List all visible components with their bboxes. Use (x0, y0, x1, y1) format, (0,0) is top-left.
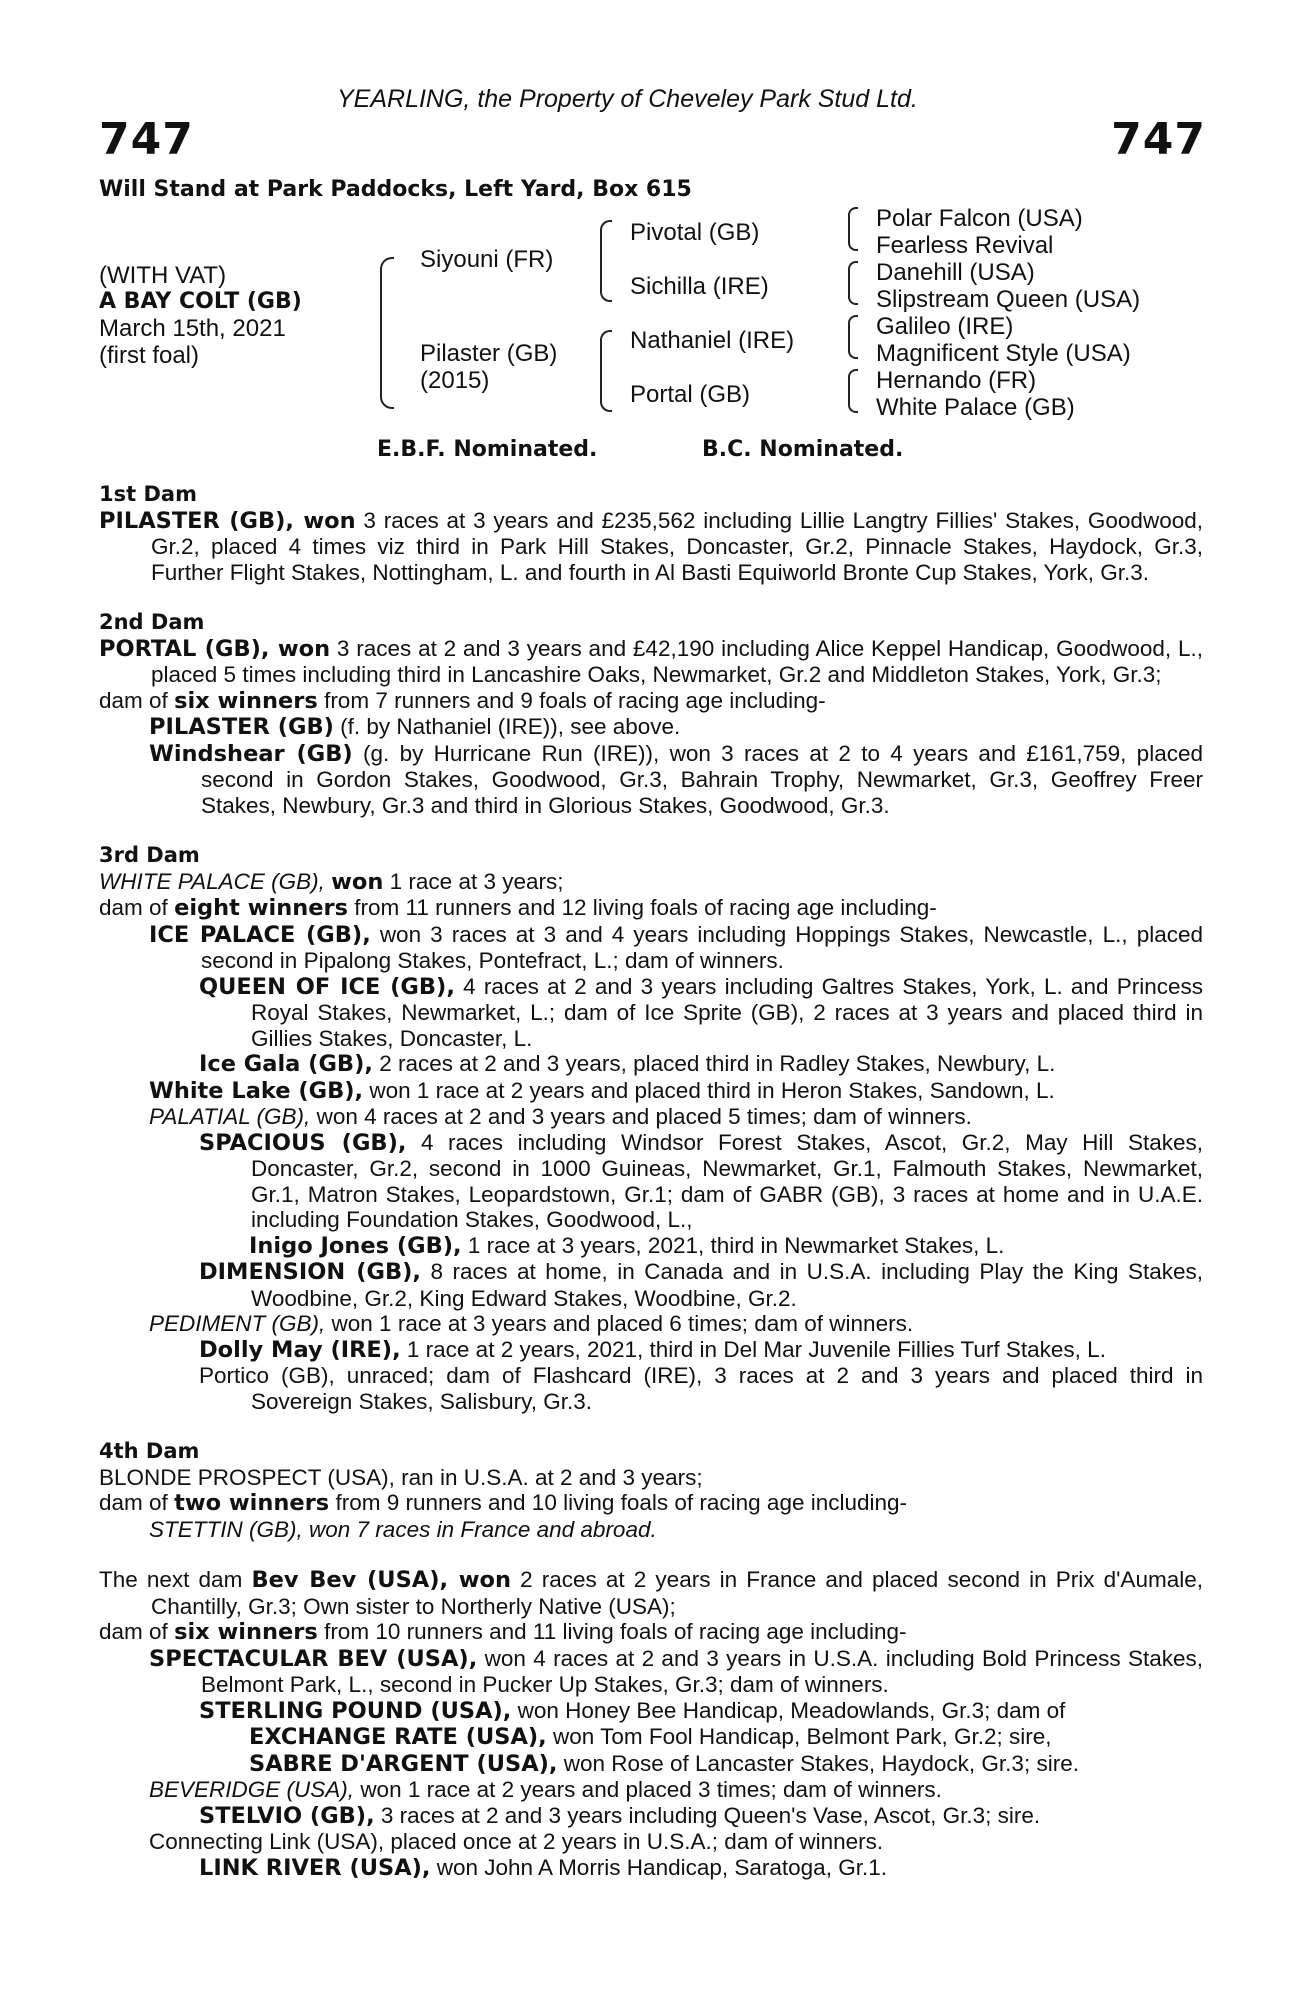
next-dam-paragraph: The next dam Bev Bev (USA), won 2 races at 2 years in France and placed second in Prix d'Aumale, Chantilly, Gr.3; Own sister to Northerly Native (USA); (99, 1567, 1203, 1619)
gen3-name-8: White Palace (GB) (876, 394, 1075, 421)
gen3-name-3: Danehill (USA) (876, 259, 1035, 286)
gen3-name-1: Polar Falcon (USA) (876, 205, 1083, 232)
dam3-produce-summary: dam of eight winners from 11 runners and 12 living foals of racing age including- (99, 895, 937, 921)
catalogue-body (99, 482, 1203, 1881)
sire-name: Siyouni (FR) (420, 246, 554, 273)
pedigree-brace-g2 (848, 261, 858, 305)
pedigree-brace-main (380, 257, 394, 409)
dam3-entry: ICE PALACE (GB), won 3 races at 3 and 4 years including Hoppings Stakes, Newcastle, L., placed second in Pipalong Stakes, Pontefract, L.; dam of winners. (149, 921, 1203, 973)
dam3-paragraph: WHITE PALACE (GB), won 1 race at 3 years; (99, 868, 564, 895)
dam4-entry: STETTIN (GB), won 7 races in France and abroad. (149, 1516, 657, 1542)
dam-name: Pilaster (GB) (420, 340, 558, 367)
dam3-entry: PEDIMENT (GB), won 1 race at 3 years and placed 6 times; dam of winners. (149, 1311, 914, 1336)
dam1-text: 3 races at 3 years and £235,562 including Lillie Langtry Fillies' Stakes, Goodwood, Gr.2, placed 4 times viz third in Park Hill Stakes, Doncaster, Gr.2, Pinnacle Stakes, Haydock, Gr.3, Further Flight Stakes, Nottingham, L. and fourth in Al Basti Equiworld Bronte Cup Stakes, York, Gr.3. (151, 507, 1203, 585)
gen3-name-5: Galileo (IRE) (876, 313, 1014, 340)
pedigree-brace-g1 (848, 207, 858, 251)
dam4-name: BLONDE PROSPECT (USA), (99, 1464, 395, 1490)
dam4-produce-summary: dam of two winners from 9 runners and 10 living foals of racing age including- (99, 1490, 908, 1516)
dam2-text: 3 races at 2 and 3 years and £42,190 including Alice Keppel Handicap, Goodwood, L., placed 5 times including third in Lancashire Oaks, Newmarket, Gr.2 and Middleton Stakes, York, Gr.3; (151, 635, 1203, 687)
dam-dam-name: Portal (GB) (630, 381, 751, 408)
next-dam-entry: EXCHANGE RATE (USA), won Tom Fool Handicap, Belmont Park, Gr.2; sire, (249, 1724, 1052, 1750)
next-dam-entry: BEVERIDGE (USA), won 1 race at 2 years and placed 3 times; dam of winners. (149, 1777, 942, 1802)
next-dam-entry: STELVIO (GB), 3 races at 2 and 3 years including Queen's Vase, Ascot, Gr.3; sire. (199, 1802, 1041, 1829)
dam3-entry: Dolly May (IRE), 1 race at 2 years, 2021, third in Del Mar Juvenile Fillies Turf Stakes, L. (199, 1336, 1106, 1363)
dam3-entry: DIMENSION (GB), 8 races at home, in Canada and in U.S.A. including Play the King Stakes, Woodbine, Gr.2, King Edward Stakes, Woodbine, Gr.2. (199, 1259, 1203, 1311)
vat-note: (WITH VAT) (99, 262, 227, 289)
gen3-name-2: Fearless Revival (876, 232, 1054, 259)
next-dam-entry: Connecting Link (USA), placed once at 2 years in U.S.A.; dam of winners. (149, 1829, 884, 1854)
lot-number-left: 747 (99, 114, 194, 165)
dam2-entry: PILASTER (GB) (f. by Nathaniel (IRE)), see above. (149, 714, 681, 740)
pedigree-brace-dam (600, 330, 612, 412)
dam1-paragraph (99, 508, 1203, 586)
lot-number-right: 747 (1111, 114, 1206, 165)
next-dam-entry: LINK RIVER (USA), won John A Morris Handicap, Saratoga, Gr.1. (199, 1854, 887, 1881)
next-dam-entry: STERLING POUND (USA), won Honey Bee Handicap, Meadowlands, Gr.3; dam of (199, 1697, 1066, 1724)
stand-location: Will Stand at Park Paddocks, Left Yard, Box 615 (99, 177, 692, 202)
section-heading-3rd-dam: 3rd Dam (99, 843, 200, 867)
pedigree-brace-g3 (848, 315, 858, 359)
dam2-entry: Windshear (GB) (g. by Hurricane Run (IRE)), won 3 races at 2 to 4 years and £161,759, placed second in Gordon Stakes, Goodwood, Gr.3, Bahrain Trophy, Newmarket, Gr.3, Geoffrey Freer Stakes, Newbury, Gr.3 and third in Glorious Stakes, Goodwood, Gr.3. (149, 740, 1203, 818)
dam3-entry: Inigo Jones (GB), 1 race at 3 years, 2021, third in Newmarket Stakes, L. (249, 1232, 1005, 1259)
horse-name: A BAY COLT (GB) (99, 289, 302, 314)
section-heading-2nd-dam: 2nd Dam (99, 610, 205, 634)
gen3-name-6: Magnificent Style (USA) (876, 340, 1131, 367)
gen3-name-7: Hernando (FR) (876, 367, 1037, 394)
dam3-name: WHITE PALACE (GB), (99, 868, 325, 894)
gen3-name-4: Slipstream Queen (USA) (876, 286, 1141, 313)
dam3-entry: PALATIAL (GB), won 4 races at 2 and 3 years and placed 5 times; dam of winners. (149, 1104, 972, 1129)
horse-note: (first foal) (99, 342, 200, 369)
dam-sire-name: Nathaniel (IRE) (630, 327, 795, 354)
sire-dam-name: Sichilla (IRE) (630, 273, 769, 300)
dam-year: (2015) (420, 367, 490, 394)
next-dam-produce-summary: dam of six winners from 10 runners and 11 living foals of racing age including- (99, 1619, 907, 1645)
section-heading-1st-dam: 1st Dam (99, 482, 197, 506)
dam2-produce-summary: dam of six winners from 7 runners and 9 foals of racing age including- (99, 687, 826, 714)
sire-sire-name: Pivotal (GB) (630, 219, 760, 246)
dam4-paragraph: BLONDE PROSPECT (USA), ran in U.S.A. at 2 and 3 years; (99, 1464, 703, 1490)
dam2-paragraph (99, 636, 1203, 688)
dam3-entry: Ice Gala (GB), 2 races at 2 and 3 years, placed third in Radley Stakes, Newbury, L. (199, 1051, 1056, 1077)
next-dam-entry: SABRE D'ARGENT (USA), won Rose of Lancaster Stakes, Haydock, Gr.3; sire. (249, 1750, 1079, 1777)
section-heading-4th-dam: 4th Dam (99, 1439, 200, 1463)
dam2-name: PORTAL (GB), won (99, 635, 331, 662)
dam3-entry: SPACIOUS (GB), 4 races including Windsor Forest Stakes, Ascot, Gr.2, May Hill Stakes, Doncaster, Gr.2, second in 1000 Guineas, Newmarket, Gr.1, Falmouth Stakes, Newmarket, Gr.1, Matron Stakes, Leopardstown, Gr.1; dam of GABR (GB), 3 races at home and in U.A.E. including Foundation Stakes, Goodwood, L., (199, 1129, 1203, 1232)
bc-nomination: B.C. Nominated. (702, 437, 904, 462)
pedigree-brace-g4 (848, 369, 858, 413)
dam3-entry: White Lake (GB), won 1 race at 2 years and placed third in Heron Stakes, Sandown, L. (149, 1077, 1055, 1104)
dam1-name: PILASTER (GB), won (99, 507, 356, 534)
dam3-entry: Portico (GB), unraced; dam of Flashcard (IRE), 3 races at 2 and 3 years and placed third in Sovereign Stakes, Salisbury, Gr.3. (199, 1363, 1203, 1414)
ebf-nomination: E.B.F. Nominated. (377, 437, 598, 462)
next-dam-entry: SPECTACULAR BEV (USA), won 4 races at 2 and 3 years in U.S.A. including Bold Princess Stakes, Belmont Park, L., second in Pucker Up Stakes, Gr.3; dam of winners. (149, 1645, 1203, 1697)
horse-dob: March 15th, 2021 (99, 315, 286, 342)
pedigree-brace-sire (600, 220, 612, 302)
dam3-entry: QUEEN OF ICE (GB), 4 races at 2 and 3 years including Galtres Stakes, York, L. and Princess Royal Stakes, Newmarket, L.; dam of Ice Sprite (GB), 2 races at 3 years and placed third in Gillies Stakes, Doncaster, L. (199, 973, 1203, 1051)
page-title: YEARLING, the Property of Cheveley Park Stud Ltd. (337, 85, 918, 113)
